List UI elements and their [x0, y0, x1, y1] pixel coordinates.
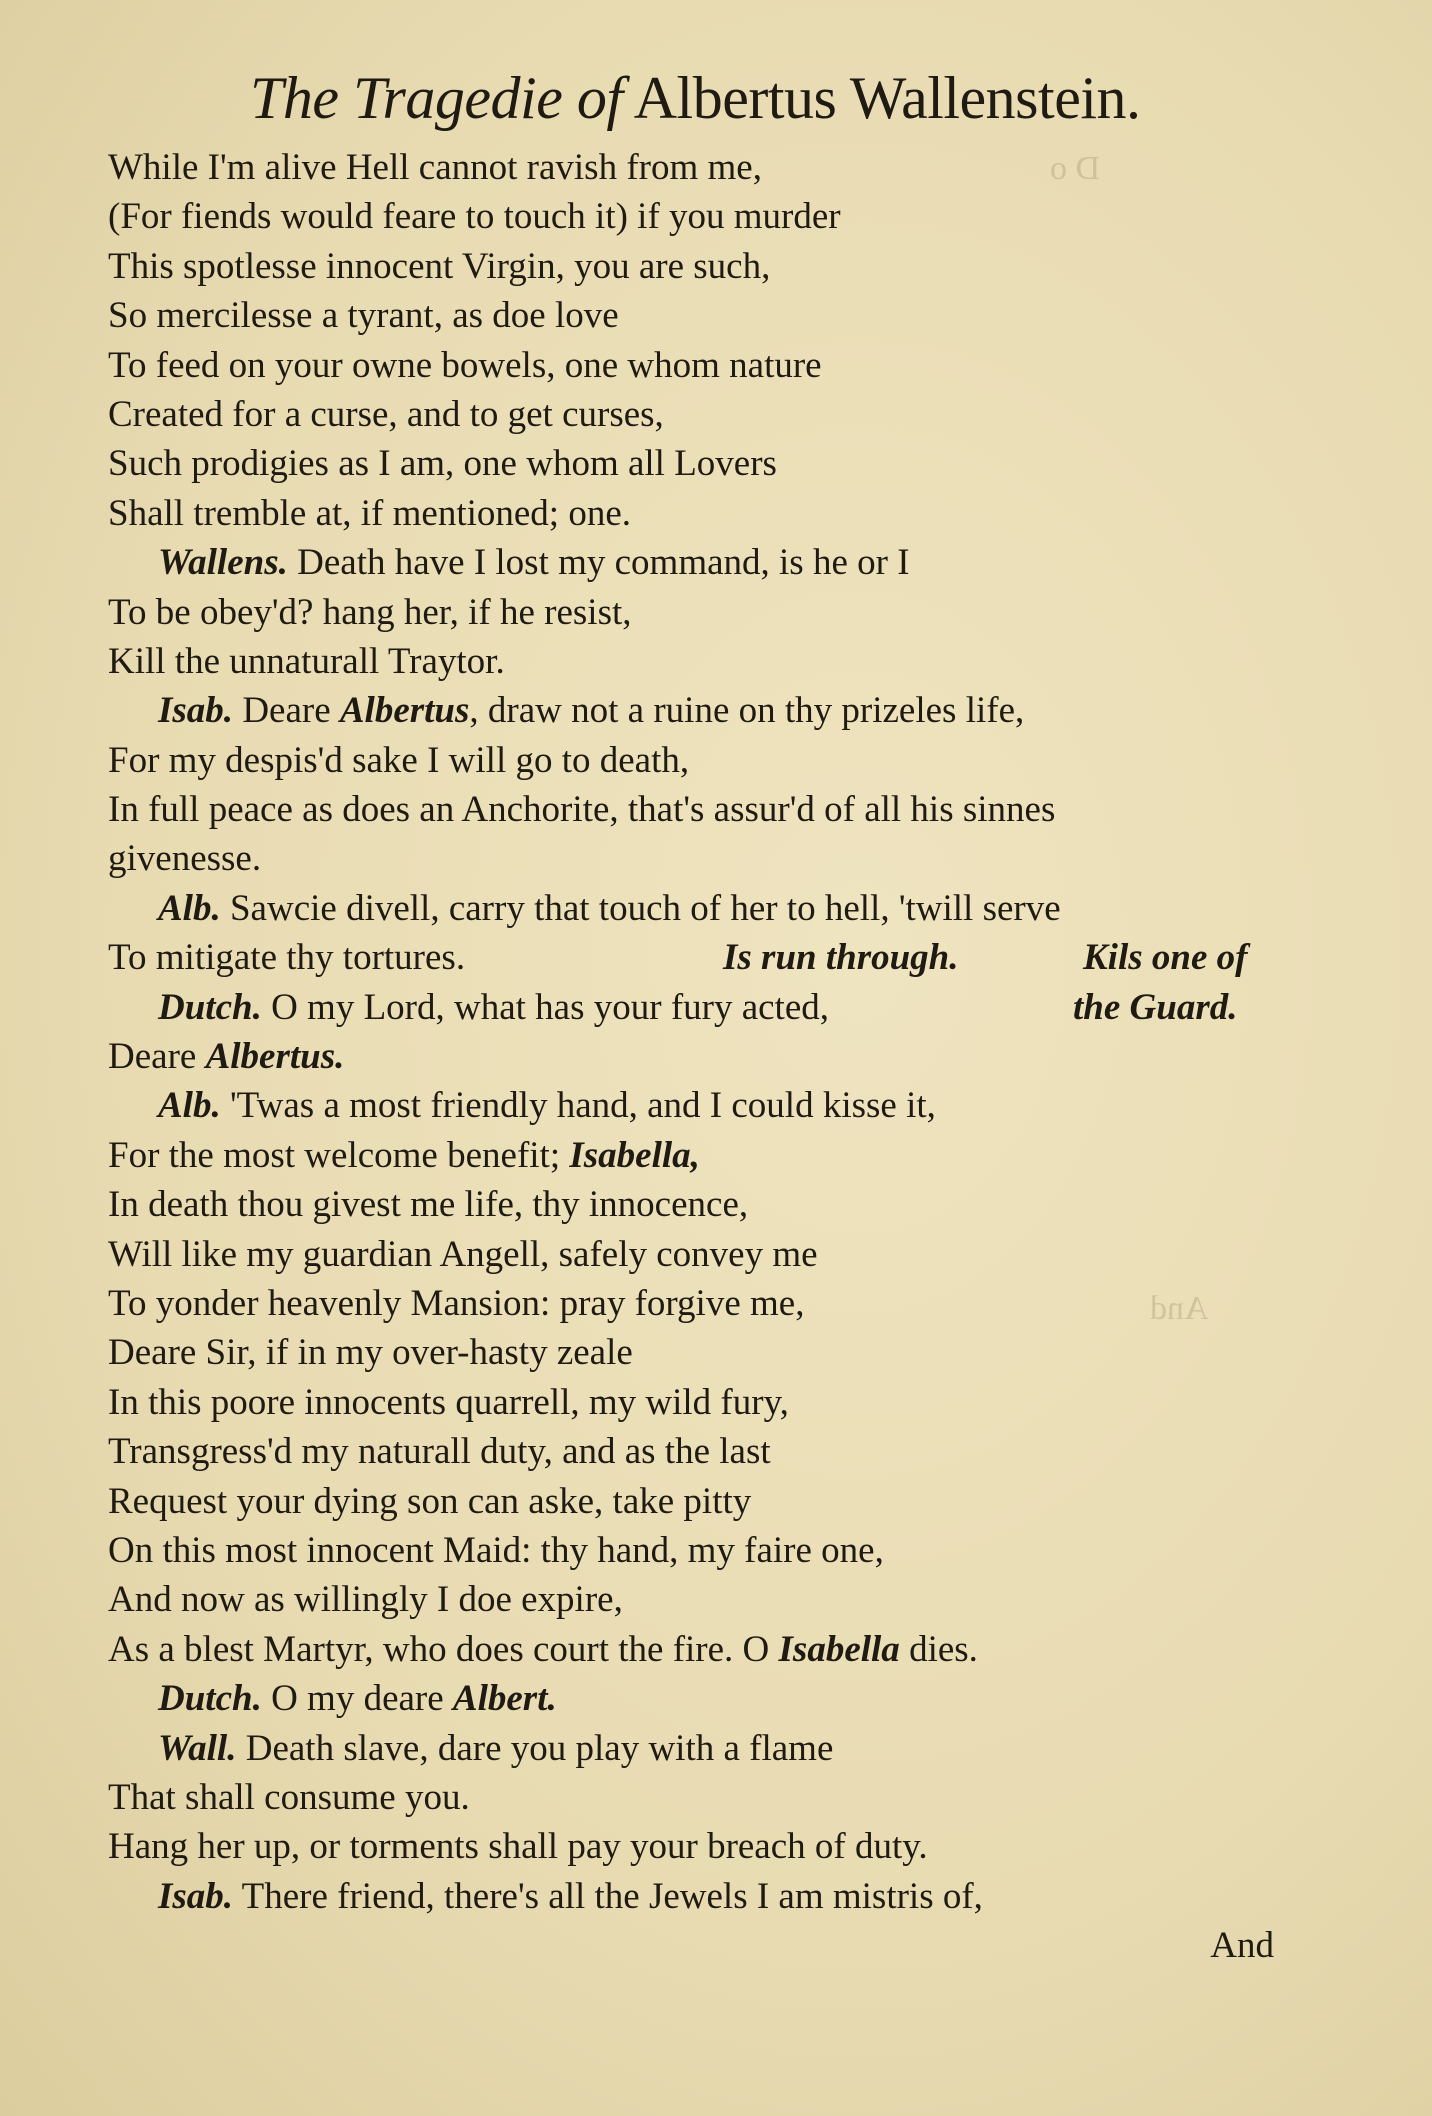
running-title: [250, 58, 1150, 138]
text-line: For the most welcome benefit; Isabella,: [108, 1134, 700, 1176]
text-line: To mitigate thy tortures. Is run through. Kils one of: [108, 933, 1298, 982]
speech-line: Alb. 'Twas a most friendly hand, and I could kisse it,: [158, 1085, 936, 1127]
text-line: In full peace as does an Anchorite, that's assur'd of all his sinnes: [108, 789, 1056, 831]
title-roman: Albertus Wallenstein.: [622, 65, 1141, 131]
text-line: In this poore innocents quarrell, my wild fury,: [108, 1381, 789, 1423]
text-line: To feed on your owne bowels, one whom nature: [108, 344, 822, 386]
speaker-name: Alb.: [158, 1085, 221, 1127]
text-line: For my despis'd sake I will go to death,: [108, 739, 690, 781]
speaker-name: Isab.: [158, 1875, 234, 1917]
stage-direction: Kils one of: [1083, 937, 1248, 979]
text-line: (For fiends would feare to touch it) if you murder: [108, 196, 841, 238]
text-line: And now as willingly I doe expire,: [108, 1579, 623, 1621]
speaker-name: Alb.: [158, 887, 221, 929]
character-name: Albert.: [452, 1678, 557, 1720]
text-line: Shall tremble at, if mentioned; one.: [108, 492, 632, 534]
title-italic: The Tragedie of: [250, 65, 623, 131]
speaker-name: Wall.: [158, 1727, 237, 1769]
text-line: Kill the unnaturall Traytor.: [108, 640, 505, 682]
text-line: Hang her up, or torments shall pay your breach of duty.: [108, 1826, 928, 1868]
speech-line: Dutch. O my deare Albert.: [158, 1678, 557, 1720]
text-line: Created for a curse, and to get curses,: [108, 393, 664, 435]
text-line: This spotlesse innocent Virgin, you are such,: [108, 245, 771, 287]
text-line: givenesse.: [108, 838, 262, 880]
text-line: So mercilesse a tyrant, as doe love: [108, 295, 619, 337]
character-name: Isabella,: [569, 1134, 700, 1176]
text-line: As a blest Martyr, who does court the fire. O Isabella dies.: [108, 1628, 978, 1670]
speech-line: Isab. Deare Albertus, draw not a ruine on thy prizeles life,: [158, 690, 1025, 732]
show-through-text: And: [1150, 1290, 1209, 1327]
stage-direction: the Guard.: [1073, 986, 1238, 1028]
speech-line: Isab. There friend, there's all the Jewels I am mistris of,: [158, 1875, 983, 1917]
speaker-name: Wallens.: [158, 542, 288, 584]
text-line: While I'm alive Hell cannot ravish from me,: [108, 147, 762, 188]
text-line: Such prodigies as I am, one whom all Lovers: [108, 443, 777, 485]
text-line: Will like my guardian Angell, safely convey me: [108, 1233, 818, 1275]
speaker-name: Isab.: [158, 690, 234, 732]
catchword: And: [1210, 1925, 1274, 1967]
speech-line: Wall. Death slave, dare you play with a flame: [158, 1727, 834, 1769]
character-name: Albertus: [339, 690, 470, 732]
speech-line: Wallens. Death have I lost my command, is he or I: [158, 542, 910, 584]
text-line: In death thou givest me life, thy innocence,: [108, 1184, 749, 1226]
character-name: Isabella: [778, 1628, 900, 1670]
text-line: To be obey'd? hang her, if he resist,: [108, 591, 632, 633]
speech-line: Dutch. O my Lord, what has your fury acted, the Guard.: [108, 983, 1298, 1032]
show-through-text: D o: [1050, 150, 1101, 187]
text-line: Request your dying son can aske, take pitty: [108, 1480, 752, 1522]
character-name: Albertus.: [205, 1036, 345, 1078]
play-text: [108, 143, 1298, 1970]
text-line: To yonder heavenly Mansion: pray forgive me,: [108, 1282, 805, 1324]
stage-direction: Is run through.: [723, 937, 959, 979]
speaker-name: Dutch.: [158, 986, 262, 1028]
text-line: On this most innocent Maid: thy hand, my faire one,: [108, 1529, 884, 1571]
text-line: Transgress'd my naturall duty, and as the last: [108, 1431, 771, 1473]
text-line: That shall consume you.: [108, 1776, 470, 1818]
text-line: Deare Sir, if in my over-hasty zeale: [108, 1332, 633, 1374]
speech-line: Alb. Sawcie divell, carry that touch of her to hell, 'twill serve: [158, 887, 1061, 929]
text-line: Deare Albertus.: [108, 1036, 345, 1078]
speaker-name: Dutch.: [158, 1678, 262, 1720]
